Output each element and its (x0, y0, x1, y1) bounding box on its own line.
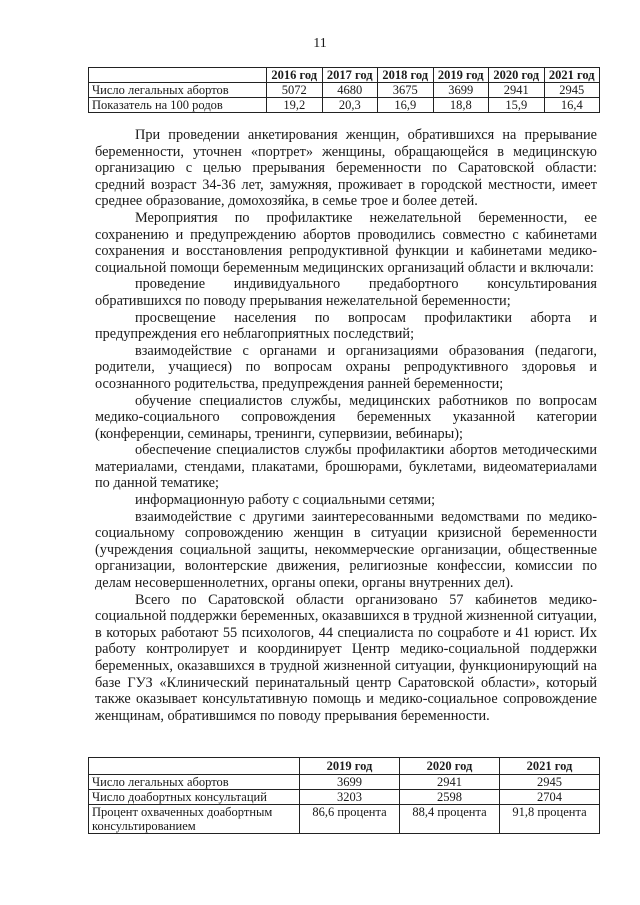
row-label: Число доабортных консультаций (89, 790, 300, 805)
table-header-cell: 2021 год (544, 68, 600, 83)
row-label: Процент охваченных доабортным консультированием (89, 805, 300, 834)
table-cell: 20,3 (322, 98, 378, 113)
table-cell: 18,8 (433, 98, 489, 113)
list-item: проведение индивидуального предабортного консультирования обратившихся по поводу прерывания нежелательной беременности; (95, 276, 597, 309)
consultation-stats-table-2019-2021 (88, 757, 600, 834)
table-cell: 2941 (489, 83, 545, 98)
list-item: обучение специалистов службы, медицинских работников по вопросам медико-социального сопровождения беременных указанной категории (конференции, семинары, тренинги, супервизии, вебинары); (95, 392, 597, 442)
table-header-cell: 2017 год (322, 68, 378, 83)
paragraph: Всего по Саратовской области организовано 57 кабинетов медико-социальной поддержки беременных, оказавшихся в трудной жизненной ситуации, в которых работают 55 психологов, 44 специалиста по соцработе и 41 юрист. Их работу контролирует и координирует Центр медико-социальной поддержки беременных, оказавшихся в трудной жизненной ситуации, функционирующий на базе ГУЗ «Клинический перинатальный центр Саратовской области», который также оказывает консультативную помощь и медико-социальное сопровождение женщинам, обратившимся по поводу прерывания беременности. (95, 591, 597, 724)
table-row (89, 98, 600, 113)
table-cell: 3675 (378, 83, 434, 98)
list-item: взаимодействие с органами и организациями образования (педагоги, родители, учащиеся) по вопросам охраны репродуктивного здоровья и осознанного родительства, предупреждения ранней беременности; (95, 342, 597, 392)
list-item: обеспечение специалистов службы профилактики абортов методическими материалами, стендами, плакатами, брошюрами, буклетами, видеоматериалами по данной тематике; (95, 442, 597, 492)
table-header-cell: 2019 год (433, 68, 489, 83)
table-cell: 2704 (500, 790, 600, 805)
table-cell: 16,4 (544, 98, 600, 113)
table-cell: 16,9 (378, 98, 434, 113)
table-cell: 88,4 процента (400, 805, 500, 834)
table-cell: 3699 (433, 83, 489, 98)
table-row (89, 83, 600, 98)
paragraph: Мероприятия по профилактике нежелательной беременности, ее сохранению и предупреждению абортов проводились совместно с кабинетами сохранения и восстановления репродуктивной функции и кабинетами медико-социальной помощи беременным медицинских организаций области и включали: (95, 209, 597, 276)
table-row (89, 805, 600, 834)
table-header-row (89, 758, 600, 775)
page-number: 11 (313, 36, 327, 51)
row-label: Показатель на 100 родов (89, 98, 267, 113)
table-cell: 19,2 (267, 98, 323, 113)
table-row (89, 775, 600, 790)
table-header-cell: 2020 год (489, 68, 545, 83)
table-header-row (89, 68, 600, 83)
table-row (89, 790, 600, 805)
table-header-cell: 2016 год (267, 68, 323, 83)
table-cell: 86,6 процента (300, 805, 400, 834)
row-label: Число легальных абортов (89, 83, 267, 98)
table-cell: 2941 (400, 775, 500, 790)
table-cell: 4680 (322, 83, 378, 98)
list-item: информационную работу с социальными сетями; (135, 492, 436, 509)
table-header-cell: 2020 год (400, 758, 500, 775)
table-cell: 5072 (267, 83, 323, 98)
table-header-cell: 2019 год (300, 758, 400, 775)
table-cell: 3203 (300, 790, 400, 805)
table-cell: 2598 (400, 790, 500, 805)
table-cell: 3699 (300, 775, 400, 790)
table-header-cell (89, 758, 300, 775)
table-cell: 91,8 процента (500, 805, 600, 834)
abortion-stats-table-2016-2021 (88, 67, 600, 113)
table-header-cell (89, 68, 267, 83)
list-item: взаимодействие с другими заинтересованными ведомствами по медико-социальному сопровождению женщин в ситуации кризисной беременности (учреждения социальной защиты, некоммерческие организации, общественные организации, волонтерские движения, религиозные конфессии, комиссии по делам несовершеннолетних, органы опеки, органы внутренних дел). (95, 508, 597, 592)
table-cell: 15,9 (489, 98, 545, 113)
paragraph: При проведении анкетирования женщин, обратившихся на прерывание беременности, уточнен «портрет» женщины, обращающейся в медицинскую организацию с целью прерывания беременности по Саратовской области: средний возраст 34-36 лет, замужняя, проживает в городской местности, имеет среднее образование, домохозяйка, в семье трое и более детей. (95, 127, 597, 210)
table-cell: 2945 (500, 775, 600, 790)
list-item: просвещение населения по вопросам профилактики аборта и предупреждения его неблагоприятных последствий; (95, 309, 597, 343)
table-cell: 2945 (544, 83, 600, 98)
document-body (95, 127, 597, 724)
table-header-cell: 2018 год (378, 68, 434, 83)
table-header-cell: 2021 год (500, 758, 600, 775)
row-label: Число легальных абортов (89, 775, 300, 790)
